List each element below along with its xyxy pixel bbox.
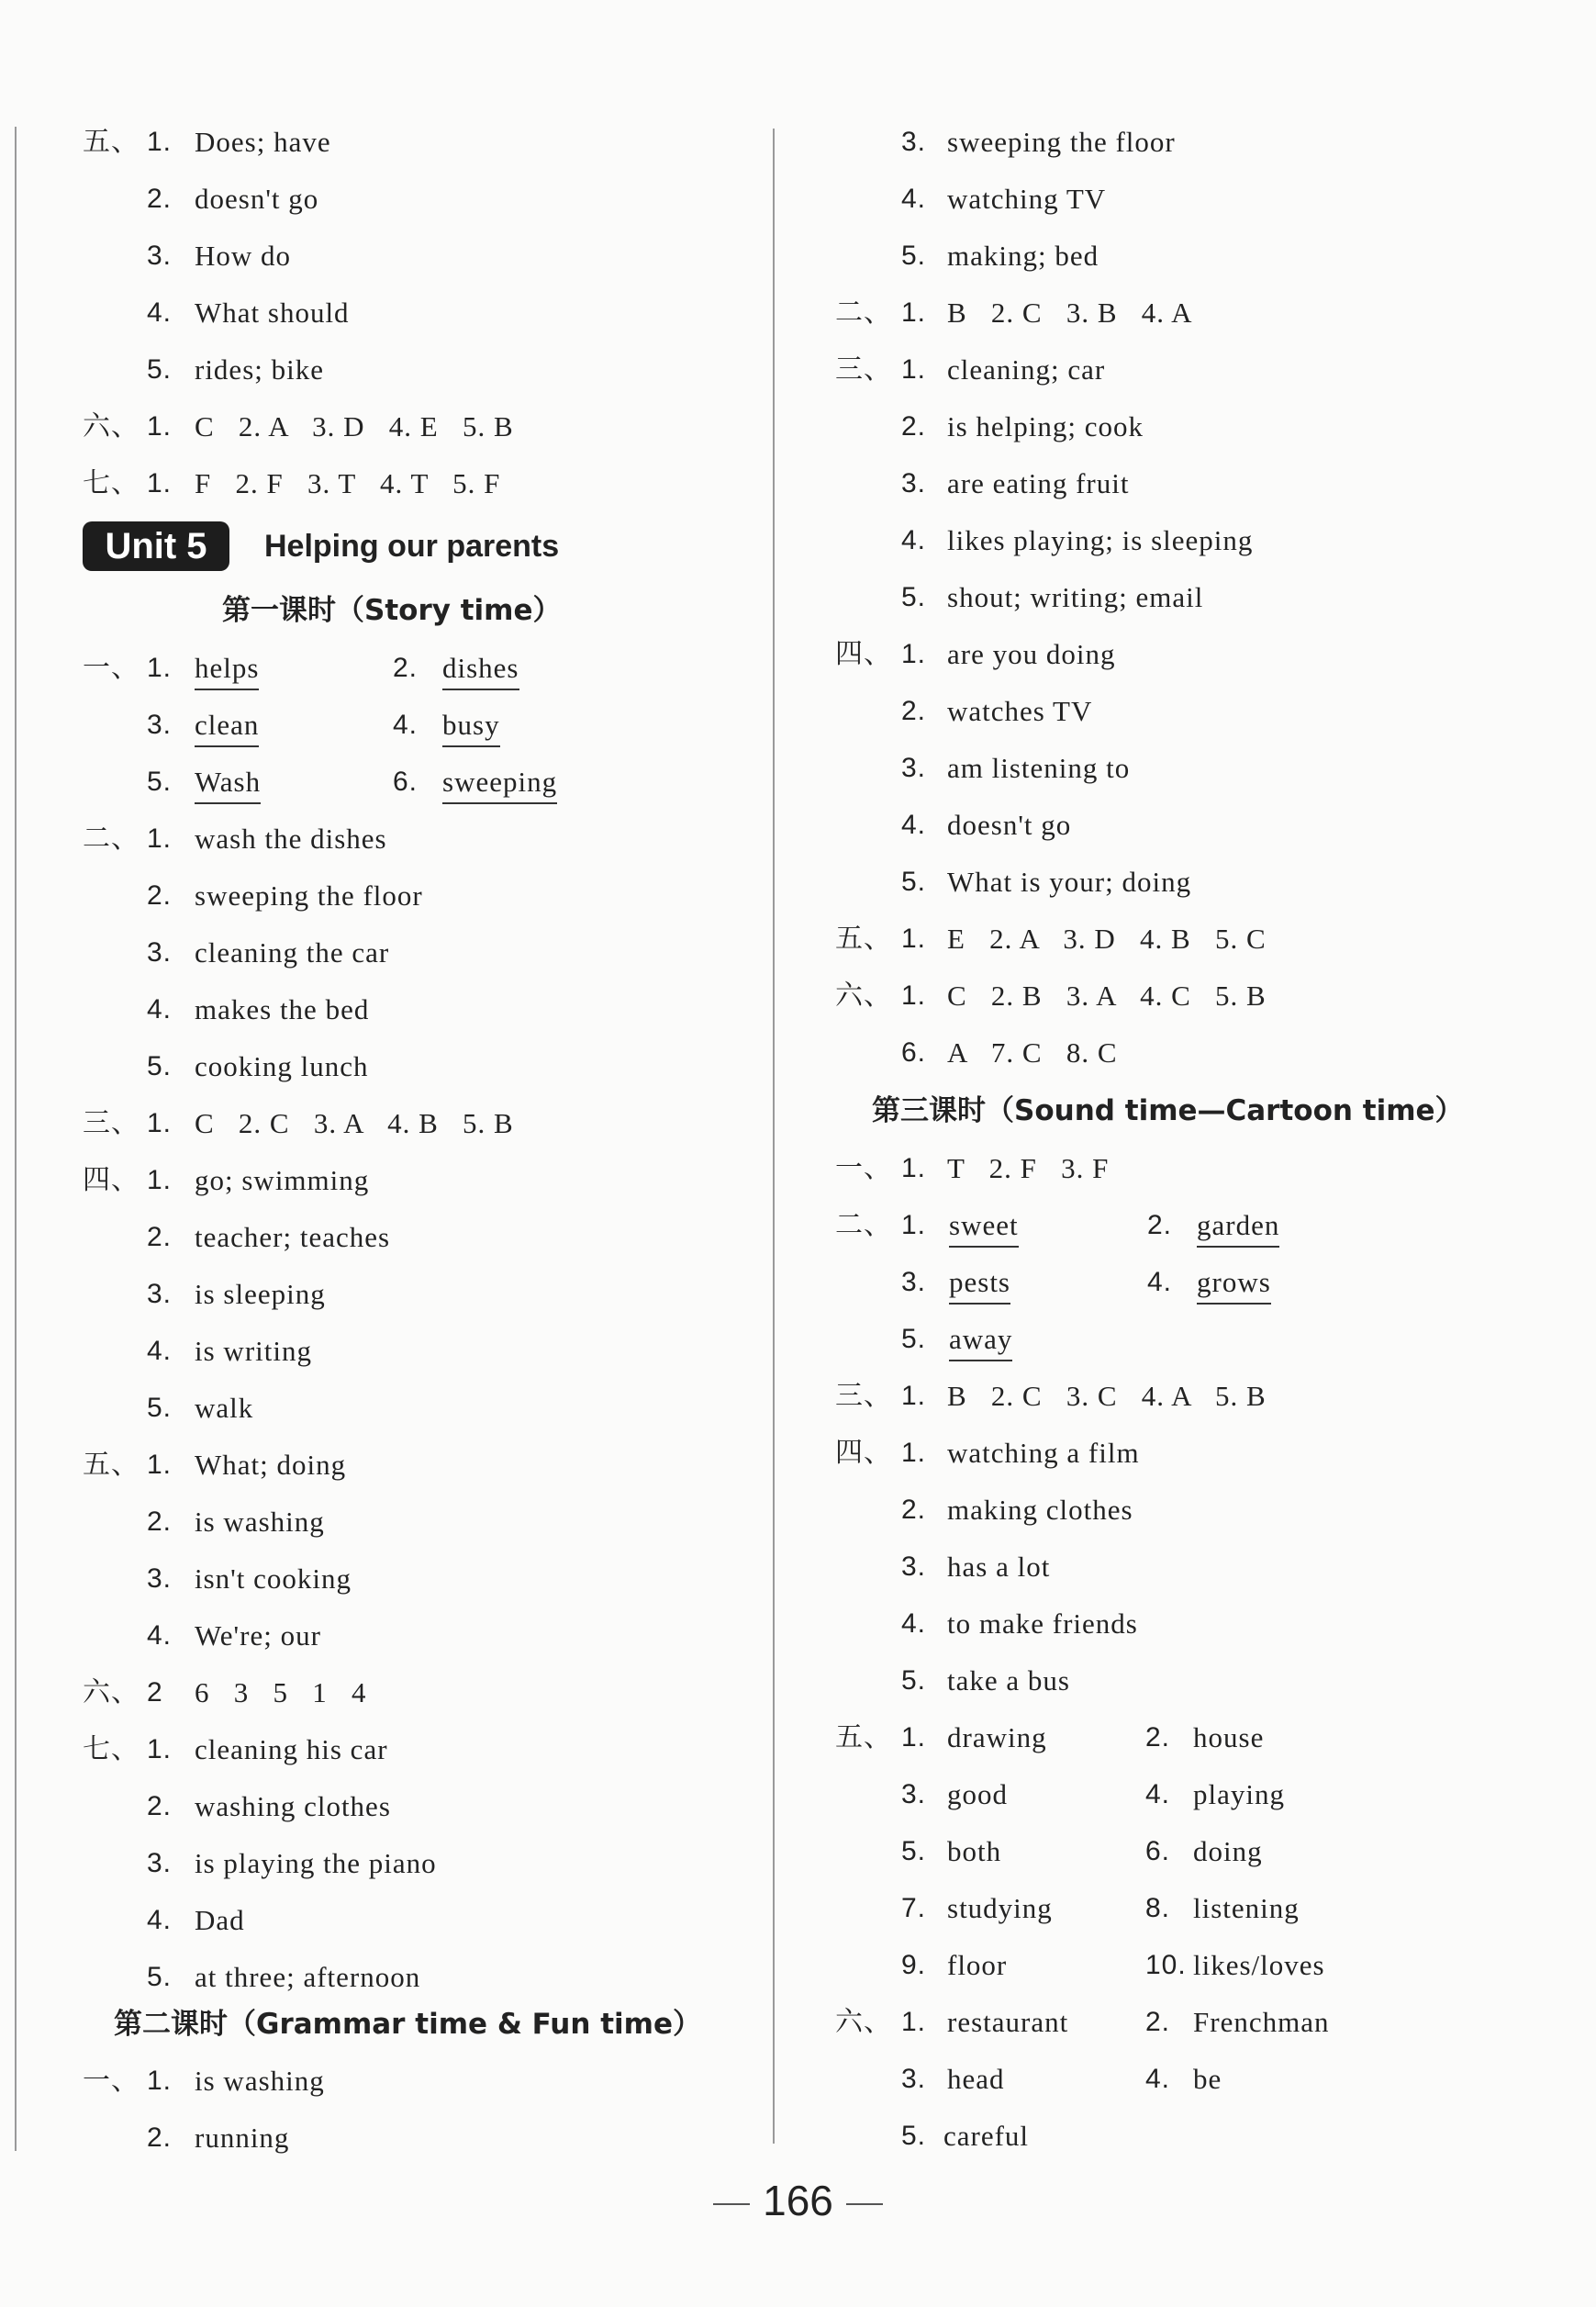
answer-text: head [947,2063,1005,2095]
item-number: 4. [1145,2064,1171,2094]
item-number: 8. [1145,1893,1171,1923]
item-number: 4. [147,994,173,1025]
answer-row [0,1898,808,1943]
section-number: 七、 [83,1733,140,1765]
item-number: 10. [1145,1950,1187,1980]
section-number: 五、 [835,1721,892,1753]
answer-row [771,1999,1579,2045]
answer-text: sweet [949,1207,1019,1248]
answer-row [0,987,808,1033]
answer-row [771,1943,1579,1988]
section-number: 六、 [83,1676,140,1708]
answer-text: are eating fruit [947,467,1130,499]
item-number: 5. [147,1962,173,1992]
answer-row [0,873,808,919]
answer-row [0,1727,808,1773]
item-number: 5. [147,1393,173,1423]
item-number: 5. [147,1051,173,1081]
item-number: 5. [901,241,927,271]
answer-row [0,1613,808,1659]
section-number: 三、 [83,1107,140,1139]
item-number: 1. [901,980,927,1011]
item-number: 1. [147,411,173,442]
answer-text: busy [442,707,500,747]
answer-row [0,702,771,748]
answer-row [771,2113,1596,2159]
answer-text: is helping; cook [947,410,1144,442]
answer-row [771,859,1579,905]
item-number: 5. [901,1665,927,1696]
item-number: 4. [901,525,927,555]
answer-text: go; swimming [195,1164,370,1196]
item-number: 3. [147,1848,173,1878]
answer-text: rides; bike [195,353,324,386]
answer-text: C 2. A 3. D 4. E 5. B [195,410,514,442]
answer-row [0,1556,808,1602]
item-number: 1. [147,1450,173,1480]
answer-text: restaurant [947,2006,1069,2038]
answer-row [771,745,1579,791]
answer-row [771,1373,1579,1419]
answer-row [771,1886,1579,1932]
answer-text: playing [1193,1778,1285,1810]
answer-row [0,1158,808,1204]
answer-text: likes playing; is sleeping [947,524,1254,556]
answer-row [771,1430,1579,1476]
answer-row [771,1544,1579,1590]
answer-text: clean [195,707,259,747]
answer-text: B 2. C 3. C 4. A 5. B [947,1380,1267,1412]
item-number: 5. [147,354,173,385]
item-number: 4. [147,1905,173,1935]
answer-text: cleaning; car [947,353,1106,386]
answer-row [771,1772,1579,1818]
answer-text: dishes [442,650,519,690]
answer-text: is washing [195,2065,325,2097]
item-number: 3. [901,127,927,157]
section-number: 一、 [83,652,140,684]
item-number: 2. [147,1506,173,1537]
item-number: 2. [147,2122,173,2153]
answer-row [771,1316,1596,1362]
answer-row [771,1203,1596,1249]
section-number: 六、 [835,980,892,1012]
page-number [0,2176,1596,2225]
answer-text: be [1193,2063,1222,2095]
answer-text: makes the bed [195,993,370,1025]
item-number: 2. [147,880,173,911]
item-number: 3. [147,710,173,740]
item-number: 9. [901,1950,927,1980]
item-number: 1. [901,924,927,954]
answer-text: good [947,1778,1008,1810]
item-number: 4. [1145,1779,1171,1809]
answer-row [771,632,1579,678]
item-number: 1. [901,639,927,669]
section-number: 四、 [835,638,892,670]
answer-row [771,290,1579,336]
section-number: 二、 [835,297,892,329]
item-number: 3. [901,1267,927,1297]
answer-text: at three; afternoon [195,1961,421,1993]
item-number: 1. [147,653,173,683]
item-number: 4. [147,1336,173,1366]
answer-row [0,1328,808,1374]
answer-row [0,461,808,507]
answer-text: washing clothes [195,1790,391,1822]
section-number: 一、 [83,2065,140,2097]
item-number: 1. [147,823,173,854]
item-number: 3. [147,1279,173,1309]
item-number: 2. [1147,1210,1173,1240]
answer-text: doing [1193,1835,1263,1867]
answer-text: walk [195,1392,254,1424]
answer-text: A 7. C 8. C [947,1036,1118,1069]
item-number: 1. [147,2066,173,2096]
answer-row [771,1487,1579,1533]
answer-row [0,347,808,393]
answer-text: doesn't go [947,809,1072,841]
answer-row [771,176,1579,222]
unit-title: Helping our parents [264,529,560,564]
item-number: 1. [901,1153,927,1183]
answer-text: has a lot [947,1551,1051,1583]
item-number: 2. [901,696,927,726]
item-number: 5. [147,767,173,797]
answer-text: floor [947,1949,1008,1981]
answer-text: is washing [195,1506,325,1538]
answer-row [771,1146,1579,1192]
answer-row [0,176,808,222]
answer-row [0,930,808,976]
answer-text: watches TV [947,695,1093,727]
answer-row [0,1841,808,1887]
answer-text: Wash [195,764,261,804]
item-number: 1. [147,468,173,498]
answer-row [771,2056,1579,2102]
answer-row [0,645,771,691]
answer-text: We're; our [195,1619,321,1652]
item-number: 1. [901,297,927,328]
answer-text: cleaning his car [195,1733,388,1765]
answer-row [0,1215,808,1260]
item-number: 1. [901,1210,927,1240]
answer-row [0,816,808,862]
answer-text: is sleeping [195,1278,326,1310]
item-number: 5. [901,1836,927,1866]
item-number: 1. [147,1734,173,1764]
answer-text: T 2. F 3. F [947,1152,1110,1184]
answer-row [0,290,808,336]
answer-row [771,518,1579,564]
lesson-3-title: 第三课时（Sound time—Cartoon time） [872,1094,1464,1127]
item-number: 4. [1147,1267,1173,1297]
item-number: 5. [901,867,927,897]
section-number: 二、 [835,1209,892,1241]
answer-text: teacher; teaches [195,1221,391,1253]
answer-row [771,404,1579,450]
answer-row [0,1784,808,1830]
answer-row [0,1044,808,1090]
answer-row [0,1101,808,1147]
section-number: 七、 [83,467,140,499]
section-number: 五、 [83,1449,140,1481]
answer-row [771,119,1579,165]
left-column [0,0,771,2307]
answer-row [771,802,1579,848]
answer-text: am listening to [947,752,1131,784]
answer-text: making clothes [947,1494,1133,1526]
answer-text: running [195,2122,290,2154]
answer-text: grows [1197,1264,1271,1305]
answer-row [771,916,1579,962]
item-number: 3. [901,2064,927,2094]
item-number: 1. [147,1165,173,1195]
section-number: 三、 [835,353,892,386]
lesson-1-title: 第一课时（Story time） [222,594,562,627]
answer-text: sweeping the floor [947,126,1176,158]
answer-text: pests [949,1264,1010,1305]
item-number: 7. [901,1893,927,1923]
answer-text: house [1193,1721,1265,1753]
answer-row [0,1271,808,1317]
item-number: 2. [147,184,173,214]
answer-text: making; bed [947,240,1099,272]
section-number: 六、 [83,410,140,442]
answer-text: B 2. C 3. B 4. A [947,297,1193,329]
item-number: 3. [147,241,173,271]
answer-row [0,1954,808,2000]
dash-right [846,2203,883,2205]
item-number: 6. [901,1037,927,1068]
answer-text: helps [195,650,259,690]
answer-row [771,1260,1596,1305]
item-number: 2. [1145,1722,1171,1753]
item-number: 2. [147,1791,173,1821]
item-number: 5. [901,1324,927,1354]
answer-row [771,1829,1579,1875]
answer-row [0,759,771,805]
answer-text: is writing [195,1335,312,1367]
section-number: 二、 [83,823,140,855]
answer-row [0,119,808,165]
item-number: 2. [147,1222,173,1252]
answer-row [0,404,808,450]
answer-text: to make friends [947,1607,1138,1640]
answer-row [771,973,1579,1019]
lesson-2-title: 第二课时（Grammar time & Fun time） [114,2008,701,2041]
item-number: 5. [901,2121,927,2151]
item-number: 6. [1145,1836,1171,1866]
item-number: 3. [901,753,927,783]
item-number: 2. [1145,2007,1171,2037]
item-number: 4. [147,1620,173,1651]
answer-row [0,2115,808,2161]
answer-text: shout; writing; email [947,581,1204,613]
section-number: 五、 [835,923,892,955]
section-number: 六、 [835,2006,892,2038]
item-number: 3. [901,1779,927,1809]
item-number: 3. [901,1551,927,1582]
section-number: 四、 [835,1437,892,1469]
item-number: 1. [147,1108,173,1138]
item-number: 2. [901,1495,927,1525]
answer-row [0,1442,808,1488]
answer-text: C 2. B 3. A 4. C 5. B [947,980,1267,1012]
section-number: 五、 [83,126,140,158]
dash-left [713,2203,750,2205]
answer-row [0,1670,808,1716]
item-number: 1. [901,1381,927,1411]
section-number: 三、 [835,1380,892,1412]
answer-text: What is your; doing [947,866,1192,898]
answer-row [771,689,1579,734]
answer-row [0,1499,808,1545]
answer-text: cleaning the car [195,936,390,969]
answer-text: Frenchman [1193,2006,1330,2038]
answer-text: doesn't go [195,183,319,215]
answer-row [771,1715,1579,1761]
answer-text: sweeping the floor [195,879,423,912]
item-number: 4. [901,184,927,214]
page-number-text: 166 [763,2177,833,2224]
answer-text: away [949,1321,1012,1361]
answer-text: 6 3 5 1 4 [195,1676,367,1708]
answer-text: both [947,1835,1002,1867]
answer-row [771,1030,1579,1076]
item-number: 4. [147,297,173,328]
section-number: 四、 [83,1164,140,1196]
answer-row [771,575,1579,621]
item-number: 4. [393,710,419,740]
item-number: 5. [901,582,927,612]
answer-text: C 2. C 3. A 4. B 5. B [195,1107,514,1139]
item-number: 1. [147,127,173,157]
answer-text: E 2. A 3. D 4. B 5. C [947,923,1267,955]
answer-row [771,1658,1579,1704]
answer-row [0,1385,808,1431]
answer-row [771,347,1579,393]
item-number: 3. [147,1563,173,1594]
item-number: 2. [901,411,927,442]
item-number: 1. [901,2007,927,2037]
answer-row [0,233,808,279]
answer-text: take a bus [947,1664,1070,1697]
section-number: 一、 [835,1152,892,1184]
item-number: 1. [901,1722,927,1753]
answer-text: is playing the piano [195,1847,437,1879]
answer-text: What; doing [195,1449,347,1481]
answer-text: F 2. F 3. T 4. T 5. F [195,467,501,499]
answer-text: drawing [947,1721,1047,1753]
item-number: 3. [901,468,927,498]
answer-row [771,461,1579,507]
item-number: 2 [147,1677,163,1708]
answer-row [771,1601,1579,1647]
answer-text: isn't cooking [195,1562,352,1595]
answer-text: sweeping [442,764,557,804]
unit-badge: Unit 5 [83,521,229,571]
answer-row [0,2058,808,2104]
item-number: 1. [901,354,927,385]
answer-text: How do [195,240,292,272]
answer-text: Does; have [195,126,331,158]
item-number: 4. [901,1608,927,1639]
item-number: 2. [393,653,419,683]
item-number: 4. [901,810,927,840]
answer-row [771,233,1579,279]
answer-text: Dad [195,1904,245,1936]
item-number: 3. [147,937,173,968]
answer-text: likes/loves [1193,1949,1325,1981]
answer-text: are you doing [947,638,1116,670]
answer-text: What should [195,297,350,329]
answer-text: wash the dishes [195,823,387,855]
answer-text: cooking lunch [195,1050,369,1082]
answer-text: watching a film [947,1437,1140,1469]
right-column [771,0,1596,2307]
answer-text: listening [1193,1892,1300,1924]
answer-text: careful [943,2120,1030,2152]
item-number: 6. [393,767,419,797]
item-number: 1. [901,1438,927,1468]
answer-text: garden [1197,1207,1279,1248]
answer-text: studying [947,1892,1053,1924]
answer-text: watching TV [947,183,1107,215]
